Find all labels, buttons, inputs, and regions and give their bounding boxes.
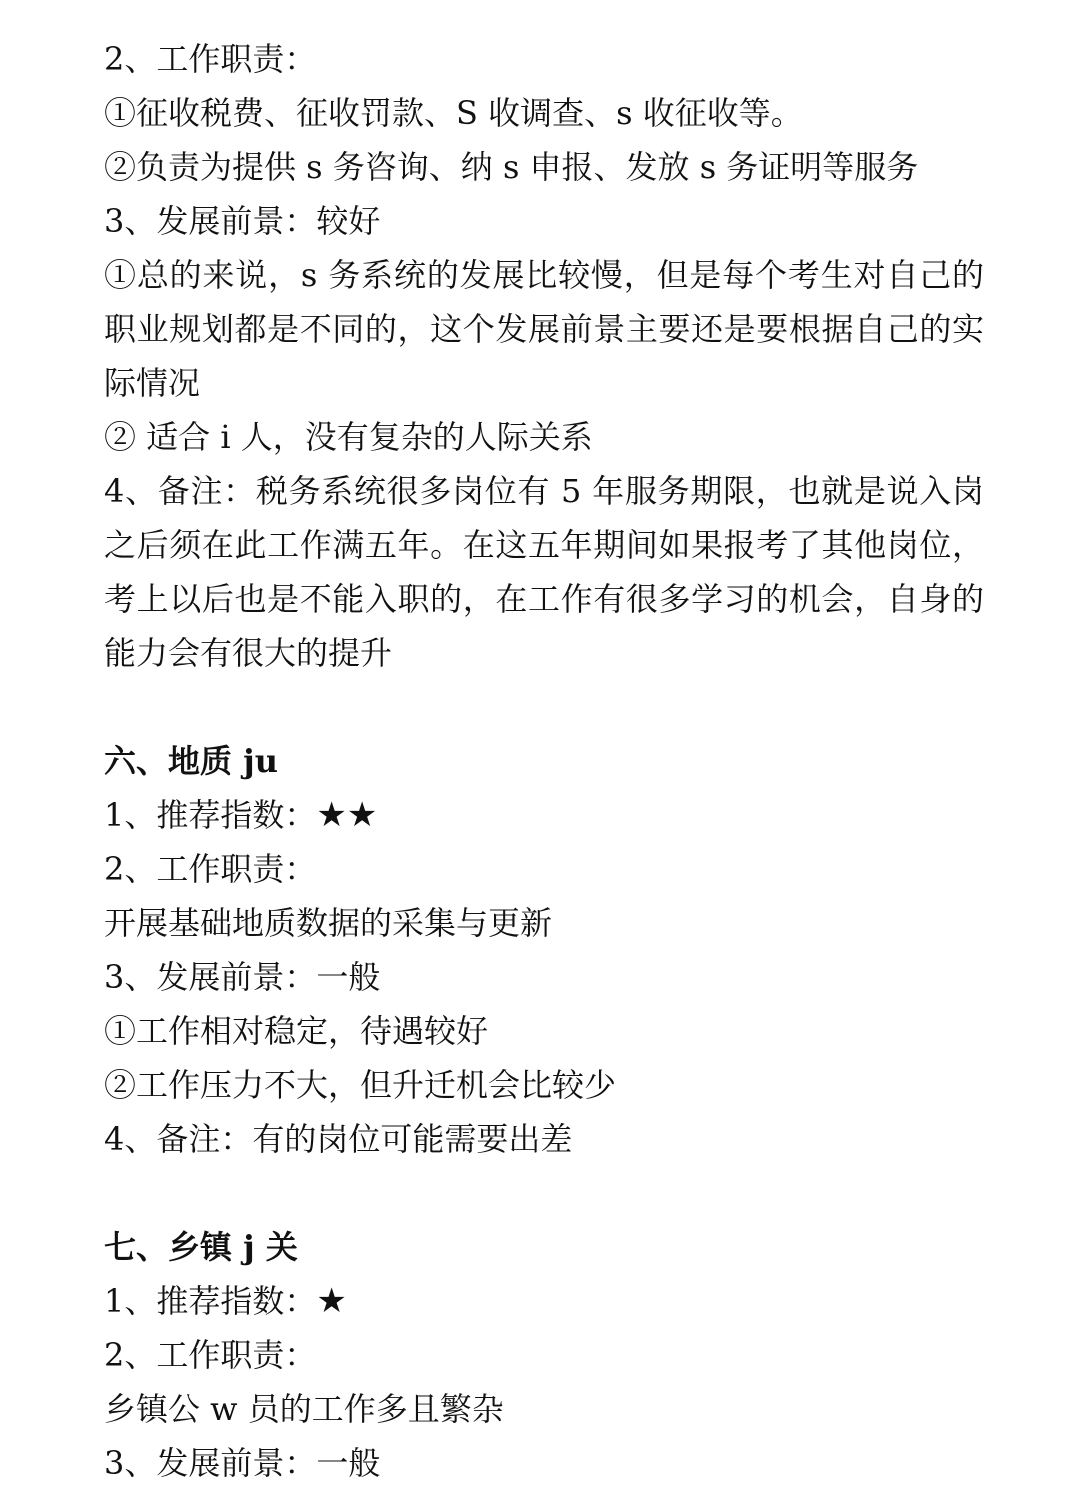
s6-prospects-item: ①工作相对稳定，待遇较好 <box>104 1012 489 1050</box>
s7-heading: 七、乡镇 j 关 <box>104 1228 298 1266</box>
s5-prospects-title: 3、发展前景：较好 <box>104 202 381 240</box>
s5-duties-title: 2、工作职责： <box>104 40 317 78</box>
section-gap <box>104 1166 984 1220</box>
s6-prospects-title: 3、发展前景：一般 <box>104 958 381 996</box>
s6-note: 4、备注：有的岗位可能需要出差 <box>104 1120 573 1158</box>
s7-duties-title: 2、工作职责： <box>104 1336 317 1374</box>
s5-duty-item: ②负责为提供 s 务咨询、纳 s 申报、发放 s 务证明等服务 <box>104 148 919 186</box>
section-gap <box>104 680 984 734</box>
s7-duties: 乡镇公 w 员的工作多且繁杂 <box>104 1390 504 1428</box>
document-page <box>104 32 984 1490</box>
s5-note: 4、备注：税务系统很多岗位有 5 年服务期限，也就是说入岗之后须在此工作满五年。在这五年期间如果报考了其他岗位，考上以后也是不能入职的，在工作有很多学习的机会，自身的能力会有很大的提升 <box>104 472 984 672</box>
s6-rating <box>104 788 984 842</box>
star-icon: ★★ <box>316 795 378 835</box>
s7-prospects-title: 3、发展前景：一般 <box>104 1444 381 1482</box>
s7-rating <box>104 1274 984 1328</box>
s6-heading: 六、地质 ju <box>104 742 278 780</box>
s5-duty-item: ①征收税费、征收罚款、S 收调查、s 收征收等。 <box>104 94 803 132</box>
s7-rating-label: 1、推荐指数： <box>104 1282 317 1320</box>
star-icon: ★ <box>316 1281 347 1321</box>
s5-prospects-item: ①总的来说，s 务系统的发展比较慢，但是每个考生对自己的职业规划都是不同的，这个发展前景主要还是要根据自己的实际情况 <box>104 256 984 402</box>
s5-prospects-item: ② 适合 i 人，没有复杂的人际关系 <box>104 418 593 456</box>
s6-prospects-item: ②工作压力不大，但升迁机会比较少 <box>104 1066 617 1104</box>
s6-duties-title: 2、工作职责： <box>104 850 317 888</box>
s6-duties: 开展基础地质数据的采集与更新 <box>104 904 553 942</box>
s6-rating-label: 1、推荐指数： <box>104 796 317 834</box>
